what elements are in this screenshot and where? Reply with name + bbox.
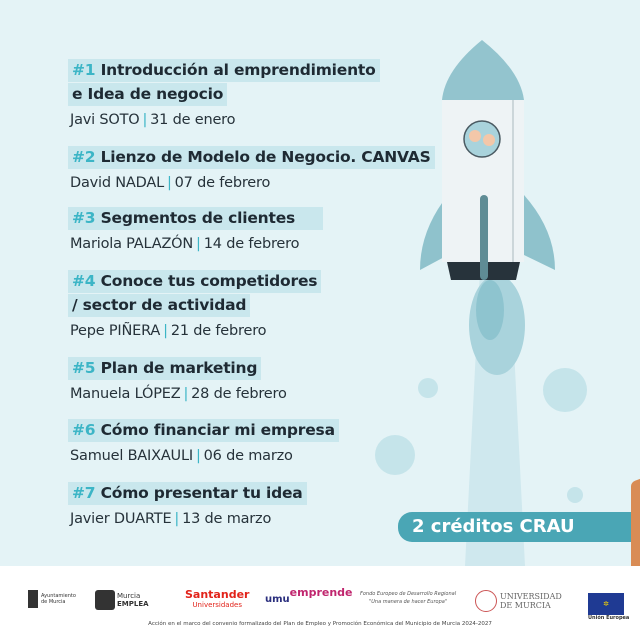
session-speaker: Manuela LÓPEZ | 28 de febrero [70, 386, 287, 402]
seal-icon [475, 590, 497, 612]
session-title: #4 Conoce tus competidores [68, 270, 321, 293]
session-speaker: David NADAL | 07 de febrero [70, 175, 271, 191]
session-6 [68, 419, 339, 464]
session-title-line2: / sector de actividad [68, 294, 250, 317]
session-2 [68, 146, 435, 191]
logo-santander: Santander Universidades [185, 588, 250, 609]
sponsor-footer [0, 566, 640, 640]
session-title: #3 Segmentos de clientes [68, 207, 323, 230]
session-title: #1 Introducción al emprendimiento [68, 59, 380, 82]
cube-icon [95, 590, 115, 610]
session-4 [68, 270, 321, 339]
session-title: #6 Cómo financiar mi empresa [68, 419, 339, 442]
session-speaker: Samuel BAIXAULI | 06 de marzo [70, 448, 293, 464]
logo-murcia-emplea: Murcia EMPLEA [95, 590, 149, 610]
session-speaker: Javier DUARTE | 13 de marzo [70, 511, 272, 527]
logo-universidad-murcia: UNIVERSIDAD DE MURCIA [475, 590, 562, 612]
logo-umu-emprende: umuemprende [265, 586, 353, 605]
eu-flag-icon: ✲ [588, 593, 624, 615]
footer-note: Acción en el marco del convenio formalizado del Plan de Empleo y Promoción Económica del Municipio de Murcia 2024-2027 [148, 621, 492, 627]
session-7 [68, 482, 307, 527]
session-speaker: Pepe PIÑERA | 21 de febrero [70, 323, 267, 339]
session-title-line2: e Idea de negocio [68, 83, 227, 106]
logo-ayuntamiento-murcia: Ayuntamiento de Murcia [28, 590, 76, 608]
session-1 [68, 59, 380, 128]
session-5 [68, 357, 287, 402]
session-title: #7 Cómo presentar tu idea [68, 482, 307, 505]
session-speaker: Javi SOTO | 31 de enero [70, 112, 236, 128]
session-speaker: Mariola PALAZÓN | 14 de febrero [70, 236, 300, 252]
session-3 [68, 207, 323, 252]
credits-badge: 2 créditos CRAU [398, 512, 638, 542]
crest-icon [28, 590, 38, 608]
session-title: #5 Plan de marketing [68, 357, 261, 380]
decorative-shape [631, 478, 640, 566]
logo-feder: Fondo Europeo de Desarrollo Regional "Una manera de hacer Europa" [360, 591, 457, 605]
logo-union-europea: ✲ Unión Europea [588, 593, 629, 621]
session-title: #2 Lienzo de Modelo de Negocio. CANVAS [68, 146, 435, 169]
